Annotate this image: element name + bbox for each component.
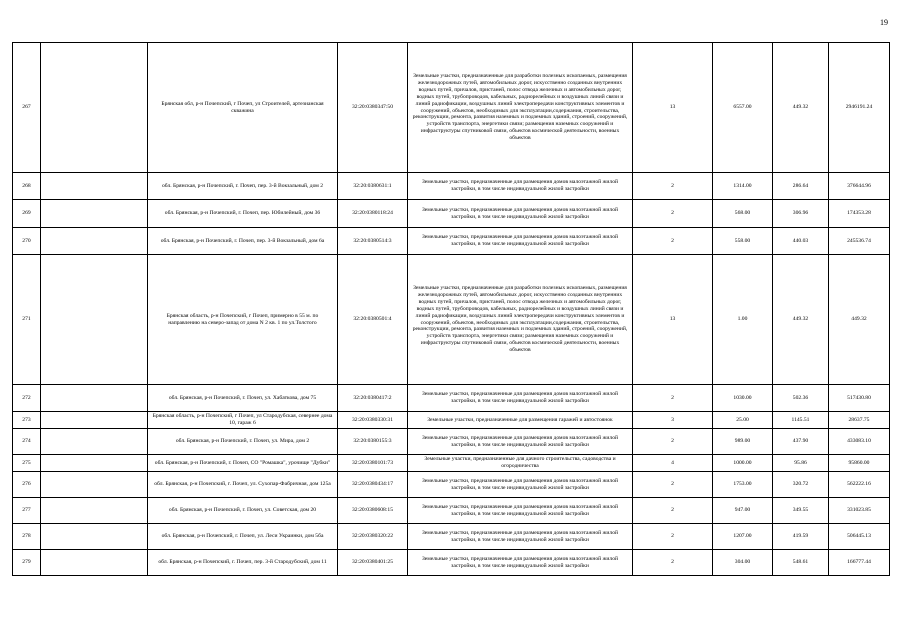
row-number: 271 [13,255,41,385]
address-cell: обл. Брянская, р-н Почепский, г. Почеп, пер. 3-й Вокзальный, дом 6а [148,228,338,255]
area-cell: 568.00 [713,200,773,228]
category-code-cell: 2 [633,228,713,255]
row-number: 269 [13,200,41,228]
cadastral-value-cell: 376644.96 [829,173,890,200]
land-use-cell: Земельные участки, предназначенные для размещения домов малоэтажной жилой застройки, в том числе индивидуальной жилой застройки [408,173,633,200]
address-cell: обл. Брянская, р-н Почепский, г. Почеп, ул. Леси Украинки, дом 5ба [148,524,338,550]
area-cell: 947.00 [713,498,773,524]
unit-value-cell: 306.96 [773,200,829,228]
table-row [13,524,890,550]
cadastral-number-cell: 32:20:0380101:73 [338,455,408,472]
blank-cell [41,455,148,472]
unit-value-cell: 1145.51 [773,412,829,429]
category-code-cell: 2 [633,550,713,576]
cadastral-value-cell: 506445.13 [829,524,890,550]
cadastral-number-cell: 32:20:0380347:50 [338,43,408,173]
cadastral-value-cell: 449.32 [829,255,890,385]
cadastral-value-cell: 28637.75 [829,412,890,429]
blank-cell [41,255,148,385]
address-cell: Брянская область, р-н Почепский, г Почеп, ул Стародубская, севернее дома 10, гараж 6 [148,412,338,429]
unit-value-cell: 95.86 [773,455,829,472]
area-cell: 1753.00 [713,472,773,498]
cadastral-value-cell: 174353.28 [829,200,890,228]
table-row [13,498,890,524]
unit-value-cell: 320.72 [773,472,829,498]
table-row [13,412,890,429]
address-cell: обл. Брянская, р-н Почепский, г. Почеп, ул. Мира, дом 2 [148,429,338,455]
table-row [13,255,890,385]
row-number: 276 [13,472,41,498]
cadastral-number-cell: 32:20:0380514:3 [338,228,408,255]
unit-value-cell: 440.03 [773,228,829,255]
unit-value-cell: 548.61 [773,550,829,576]
address-cell: обл. Брянская, р-н Почепский, г. Почеп, СО "Ромашка", урочище "Дубки" [148,455,338,472]
category-code-cell: 2 [633,472,713,498]
blank-cell [41,173,148,200]
table-row [13,455,890,472]
cadastral-number-cell: 32:20:0380608:15 [338,498,408,524]
address-cell: Брянская область, р-н Почепский, г Почеп, примерно в 55 м. по направлению на северо-запад от дома N 2 кв. 1 по ул.Толстого [148,255,338,385]
land-use-cell: Земельные участки, предназначенные для размещения домов малоэтажной жилой застройки, в том числе индивидуальной жилой застройки [408,429,633,455]
land-use-cell: Земельные участки, предназначенные для размещения гаражей и автостоянок [408,412,633,429]
address-cell: Брянская обл, р-н Почепский, г Почеп, ул Строителей, артезианская скважина [148,43,338,173]
address-cell: обл. Брянская, р-н Почепский, г. Почеп, пер. 3-й Стародубский, дом 11 [148,550,338,576]
cadastral-value-cell: 562222.16 [829,472,890,498]
land-use-cell: Земельные участки, предназначенные для размещения домов малоэтажной жилой застройки, в том числе индивидуальной жилой застройки [408,550,633,576]
blank-cell [41,200,148,228]
address-cell: обл. Брянская, р-н Почепский, г. Почеп, ул. Сухопар-Фабричная, дом 125а [148,472,338,498]
table-row [13,173,890,200]
cadastral-value-cell: 517430.80 [829,385,890,412]
row-number: 267 [13,43,41,173]
land-use-cell: Земельные участки, предназначенные для разработки полезных ископаемых, размещения железнодорожных путей, автомобильных дорог, искусственно созданных внутренних водных путей, причалов, пристаней, полос отвода железных и автомобильных дорог, водных путей, трубопроводов, кабельных, радиорелейных и воздушных линий связи и линий радиофикации, воздушных линий электропередачи конструктивных элементов и сооружений, объектов, необходимых для эксплуатации,содержания, строительства, реконструкции, ремонта, развития наземных и подземных зданий, строений, сооружений, устройств транспорта, энергетики связи; размещения наземных сооружений и инфраструктуры спутниковой связи, объектов космической деятельности, военных объектов [408,43,633,173]
unit-value-cell: 449.32 [773,255,829,385]
cadastral-number-cell: 32:20:0380320:22 [338,524,408,550]
cadastral-number-cell: 32:20:0380330:31 [338,412,408,429]
page-number: 19 [880,18,888,27]
category-code-cell: 2 [633,498,713,524]
category-code-cell: 3 [633,412,713,429]
blank-cell [41,429,148,455]
table-row [13,228,890,255]
table-body [13,43,890,576]
blank-cell [41,472,148,498]
row-number: 278 [13,524,41,550]
unit-value-cell: 502.36 [773,385,829,412]
address-cell: обл. Брянская, р-н Почепский, г. Почеп, пер. 3-й Вокзальный, дом 2 [148,173,338,200]
cadastral-value-cell: 331023.85 [829,498,890,524]
cadastral-number-cell: 32:20:0380417:2 [338,385,408,412]
category-code-cell: 13 [633,255,713,385]
row-number: 268 [13,173,41,200]
cadastral-number-cell: 32:20:0380118:24 [338,200,408,228]
blank-cell [41,228,148,255]
row-number: 274 [13,429,41,455]
category-code-cell: 13 [633,43,713,173]
table-row [13,429,890,455]
land-use-cell: Земельные участки, предназначенные для размещения домов малоэтажной жилой застройки, в том числе индивидуальной жилой застройки [408,385,633,412]
area-cell: 6557.00 [713,43,773,173]
area-cell: 1207.00 [713,524,773,550]
address-cell: обл. Брянская, р-н Почепский, г. Почеп, ул. Хабаткова, дом 75 [148,385,338,412]
category-code-cell: 2 [633,524,713,550]
area-cell: 989.00 [713,429,773,455]
blank-cell [41,498,148,524]
area-cell: 1.00 [713,255,773,385]
land-use-cell: Земельные участки, предназначенные для размещения домов малоэтажной жилой застройки, в том числе индивидуальной жилой застройки [408,472,633,498]
area-cell: 1314.00 [713,173,773,200]
table-row [13,200,890,228]
land-use-cell: Земельные участки, предназначенные для размещения домов малоэтажной жилой застройки, в том числе индивидуальной жилой застройки [408,524,633,550]
row-number: 270 [13,228,41,255]
row-number: 275 [13,455,41,472]
blank-cell [41,412,148,429]
row-number: 273 [13,412,41,429]
address-cell: обл. Брянская, р-н Почепский, г. Почеп, ул. Советская, дом 20 [148,498,338,524]
land-use-cell: Земельные участки, предназначенные для разработки полезных ископаемых, размещения железнодорожных путей, автомобильных дорог, искусственно созданных внутренних водных путей, причалов, пристаней, полос отвода железных и автомобильных дорог, водных путей, трубопроводов, кабельных, радиорелейных и воздушных линий связи и линий радиофикации, воздушных линий электропередачи конструктивных элементов и сооружений, объектов, необходимых для эксплуатации,содержания, строительства, реконструкции, ремонта, развития наземных и подземных зданий, строений, сооружений, устройств транспорта, энергетики связи; размещения наземных сооружений и инфраструктуры спутниковой связи, объектов космической деятельности, военных объектов [408,255,633,385]
row-number: 279 [13,550,41,576]
cadastral-number-cell: 32:20:0380155:3 [338,429,408,455]
unit-value-cell: 449.32 [773,43,829,173]
category-code-cell: 4 [633,455,713,472]
blank-cell [41,550,148,576]
blank-cell [41,524,148,550]
area-cell: 25.00 [713,412,773,429]
category-code-cell: 2 [633,173,713,200]
category-code-cell: 2 [633,385,713,412]
land-use-cell: Земельные участки, предназначенные для размещения домов малоэтажной жилой застройки, в том числе индивидуальной жилой застройки [408,200,633,228]
cadastral-value-cell: 95860.00 [829,455,890,472]
area-cell: 1000.00 [713,455,773,472]
blank-cell [41,43,148,173]
cadastral-value-cell: 433083.10 [829,429,890,455]
table-row [13,472,890,498]
unit-value-cell: 286.64 [773,173,829,200]
cadastral-number-cell: 32:20:0380401:25 [338,550,408,576]
table-row [13,43,890,173]
blank-cell [41,385,148,412]
cadastral-number-cell: 32:20:0380501:4 [338,255,408,385]
cadastral-value-cell: 245536.74 [829,228,890,255]
category-code-cell: 2 [633,429,713,455]
table-row [13,550,890,576]
category-code-cell: 2 [633,200,713,228]
area-cell: 558.00 [713,228,773,255]
cadastral-number-cell: 32:20:0380434:17 [338,472,408,498]
area-cell: 1030.00 [713,385,773,412]
cadastral-value-cell: 2946191.24 [829,43,890,173]
land-registry-table [12,42,890,576]
cadastral-number-cell: 32:20:0380631:1 [338,173,408,200]
land-use-cell: Земельные участки, предназначенные для размещения домов малоэтажной жилой застройки, в том числе индивидуальной жилой застройки [408,498,633,524]
unit-value-cell: 349.55 [773,498,829,524]
address-cell: обл. Брянская, р-н Почепский, г. Почеп, пер. Юбилейный, дом 36 [148,200,338,228]
row-number: 277 [13,498,41,524]
unit-value-cell: 437.90 [773,429,829,455]
land-use-cell: Земельные участки, предназначенные для дачного строительства, садоводства и огородничества [408,455,633,472]
unit-value-cell: 419.59 [773,524,829,550]
row-number: 272 [13,385,41,412]
table-row [13,385,890,412]
cadastral-value-cell: 166777.44 [829,550,890,576]
land-use-cell: Земельные участки, предназначенные для размещения домов малоэтажной жилой застройки, в том числе индивидуальной жилой застройки [408,228,633,255]
area-cell: 304.00 [713,550,773,576]
